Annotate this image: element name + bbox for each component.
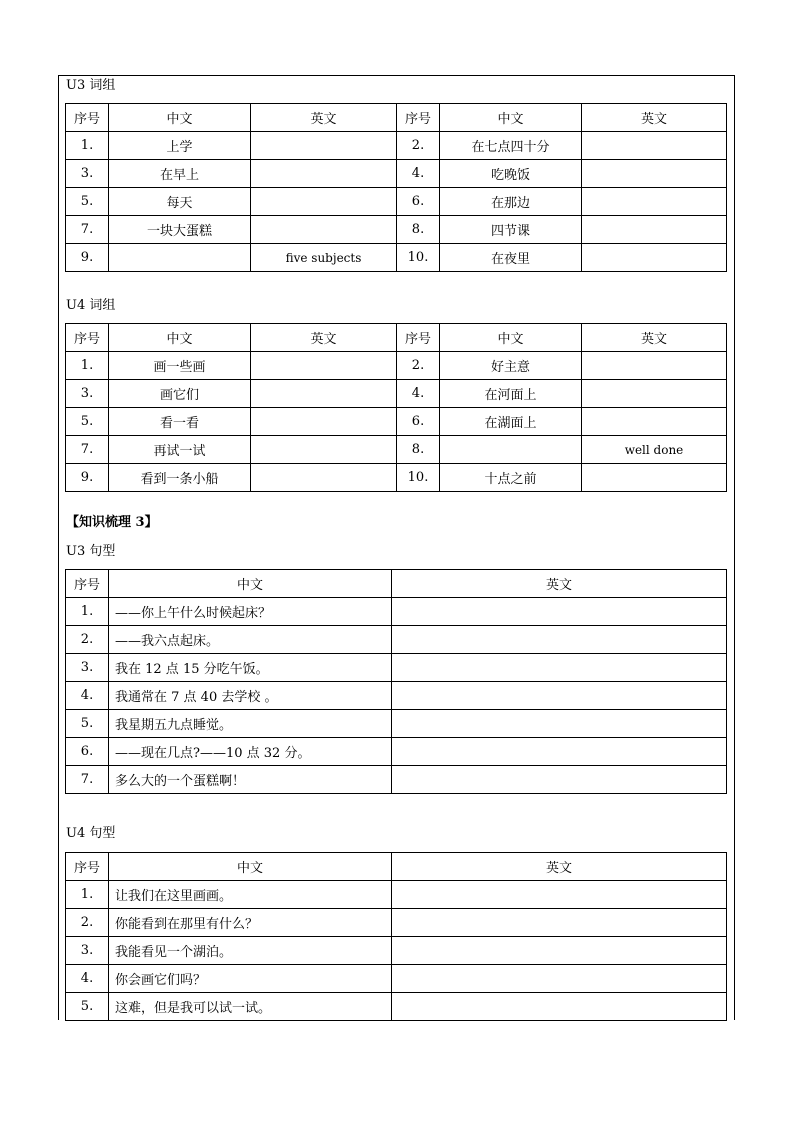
table-cell: 我通常在 7 点 40 去学校 。	[109, 682, 392, 710]
table-cell: 十点之前	[440, 464, 582, 492]
table-row	[66, 881, 727, 909]
table-cell: 10.	[397, 464, 440, 492]
table-cell: 让我们在这里画画。	[109, 881, 392, 909]
table-cell: five subjects	[251, 244, 397, 272]
table-cell	[392, 654, 727, 682]
table-row	[66, 216, 727, 244]
table-row	[66, 408, 727, 436]
table-cell: 画一些画	[109, 352, 251, 380]
column-header: 序号	[66, 570, 109, 598]
table-row	[66, 937, 727, 965]
table-cell: 6.	[397, 188, 440, 216]
table-cell: 2.	[397, 132, 440, 160]
table-cell	[392, 598, 727, 626]
column-header: 序号	[66, 853, 109, 881]
table-cell: 你能看到在那里有什么？	[109, 909, 392, 937]
table-row	[66, 738, 727, 766]
column-header: 英文	[251, 324, 397, 352]
table-cell: 6.	[66, 738, 109, 766]
table-row	[66, 909, 727, 937]
table-cell	[582, 352, 727, 380]
table-cell	[582, 244, 727, 272]
table-row	[66, 380, 727, 408]
table-cell	[251, 352, 397, 380]
table-cell: 你会画它们吗？	[109, 965, 392, 993]
column-header: 序号	[397, 324, 440, 352]
table-cell	[392, 738, 727, 766]
table-cell	[392, 909, 727, 937]
table-cell	[251, 188, 397, 216]
table-cell: 4.	[397, 380, 440, 408]
table-cell	[582, 408, 727, 436]
table-cell: 2.	[66, 909, 109, 937]
table-cell: 2.	[66, 626, 109, 654]
table-row	[66, 682, 727, 710]
table-cell	[440, 436, 582, 464]
table-cell: 9.	[66, 244, 109, 272]
u4-sentences-table	[65, 852, 727, 1021]
table-cell	[392, 766, 727, 794]
table-cell: 看到一条小船	[109, 464, 251, 492]
header-row	[66, 570, 727, 598]
table-cell: 3.	[66, 380, 109, 408]
u3-words-title: U3 词组	[66, 78, 116, 93]
table-cell: 4.	[66, 682, 109, 710]
table-row	[66, 244, 727, 272]
table-cell: 多么大的一个蛋糕啊！	[109, 766, 392, 794]
u4-sentences-title: U4 句型	[66, 826, 116, 841]
table-cell	[392, 710, 727, 738]
table-cell	[582, 132, 727, 160]
table-cell: 四节课	[440, 216, 582, 244]
table-cell: 好主意	[440, 352, 582, 380]
table-cell: 1.	[66, 598, 109, 626]
u4-words-title: U4 词组	[66, 298, 116, 313]
table-cell	[251, 160, 397, 188]
column-header: 中文	[109, 570, 392, 598]
table-cell: 3.	[66, 937, 109, 965]
table-cell: 在湖面上	[440, 408, 582, 436]
column-header: 中文	[440, 324, 582, 352]
column-header: 英文	[392, 853, 727, 881]
table-cell	[582, 380, 727, 408]
table-cell: 看一看	[109, 408, 251, 436]
table-cell	[392, 881, 727, 909]
table-cell: 吃晚饭	[440, 160, 582, 188]
table-cell: 1.	[66, 881, 109, 909]
table-cell: 在河面上	[440, 380, 582, 408]
table-row	[66, 598, 727, 626]
column-header: 英文	[392, 570, 727, 598]
table-cell: well done	[582, 436, 727, 464]
table-cell: 3.	[66, 160, 109, 188]
column-header: 英文	[251, 104, 397, 132]
column-header: 中文	[109, 104, 251, 132]
table-row	[66, 352, 727, 380]
table-cell: 4.	[66, 965, 109, 993]
table-cell: 7.	[66, 766, 109, 794]
table-cell: 我在 12 点 15 分吃午饭。	[109, 654, 392, 682]
table-cell: ——我六点起床。	[109, 626, 392, 654]
table-cell: 9.	[66, 464, 109, 492]
table-cell: 1.	[66, 132, 109, 160]
u4-words-table	[65, 323, 727, 492]
table-cell	[392, 682, 727, 710]
table-cell: 8.	[397, 216, 440, 244]
u3-sentences-table	[65, 569, 727, 794]
table-cell	[251, 436, 397, 464]
header-row	[66, 104, 727, 132]
table-cell: 在夜里	[440, 244, 582, 272]
table-cell: 再试一试	[109, 436, 251, 464]
table-cell	[109, 244, 251, 272]
table-cell: 我星期五九点睡觉。	[109, 710, 392, 738]
table-cell: 5.	[66, 993, 109, 1021]
table-row	[66, 965, 727, 993]
table-cell: 3.	[66, 654, 109, 682]
table-cell: 在早上	[109, 160, 251, 188]
table-cell: 5.	[66, 408, 109, 436]
table-cell	[392, 993, 727, 1021]
table-cell	[251, 464, 397, 492]
table-cell: 5.	[66, 188, 109, 216]
table-cell: 7.	[66, 436, 109, 464]
header-row	[66, 324, 727, 352]
table-row	[66, 654, 727, 682]
table-cell: 这难，但是我可以试一试。	[109, 993, 392, 1021]
table-cell	[251, 380, 397, 408]
table-cell: 1.	[66, 352, 109, 380]
table-cell: ——现在几点?——10 点 32 分。	[109, 738, 392, 766]
column-header: 中文	[109, 853, 392, 881]
column-header: 序号	[66, 104, 109, 132]
table-cell	[582, 464, 727, 492]
u3-words-table	[65, 103, 727, 272]
table-cell: 6.	[397, 408, 440, 436]
table-cell	[582, 216, 727, 244]
table-row	[66, 766, 727, 794]
column-header: 中文	[440, 104, 582, 132]
table-cell: ——你上午什么时候起床？	[109, 598, 392, 626]
column-header: 英文	[582, 104, 727, 132]
table-row	[66, 710, 727, 738]
table-cell: 上学	[109, 132, 251, 160]
header-row	[66, 853, 727, 881]
table-row	[66, 132, 727, 160]
table-cell: 在七点四十分	[440, 132, 582, 160]
table-row	[66, 464, 727, 492]
column-header: 序号	[66, 324, 109, 352]
table-cell: 我能看见一个湖泊。	[109, 937, 392, 965]
table-cell	[251, 132, 397, 160]
table-cell	[251, 216, 397, 244]
table-cell: 每天	[109, 188, 251, 216]
table-cell: 2.	[397, 352, 440, 380]
table-cell: 8.	[397, 436, 440, 464]
table-cell: 在那边	[440, 188, 582, 216]
table-cell: 5.	[66, 710, 109, 738]
section-heading: 【知识梳理 3】	[66, 515, 158, 530]
table-row	[66, 436, 727, 464]
column-header: 序号	[397, 104, 440, 132]
table-cell: 一块大蛋糕	[109, 216, 251, 244]
table-row	[66, 160, 727, 188]
column-header: 中文	[109, 324, 251, 352]
table-row	[66, 626, 727, 654]
table-cell	[582, 188, 727, 216]
table-cell	[392, 626, 727, 654]
u3-sentences-title: U3 句型	[66, 544, 116, 559]
table-row	[66, 188, 727, 216]
table-cell	[582, 160, 727, 188]
table-cell: 画它们	[109, 380, 251, 408]
table-cell	[392, 965, 727, 993]
table-cell	[392, 937, 727, 965]
column-header: 英文	[582, 324, 727, 352]
table-cell: 4.	[397, 160, 440, 188]
table-row	[66, 993, 727, 1021]
table-cell	[251, 408, 397, 436]
table-cell: 10.	[397, 244, 440, 272]
table-cell: 7.	[66, 216, 109, 244]
